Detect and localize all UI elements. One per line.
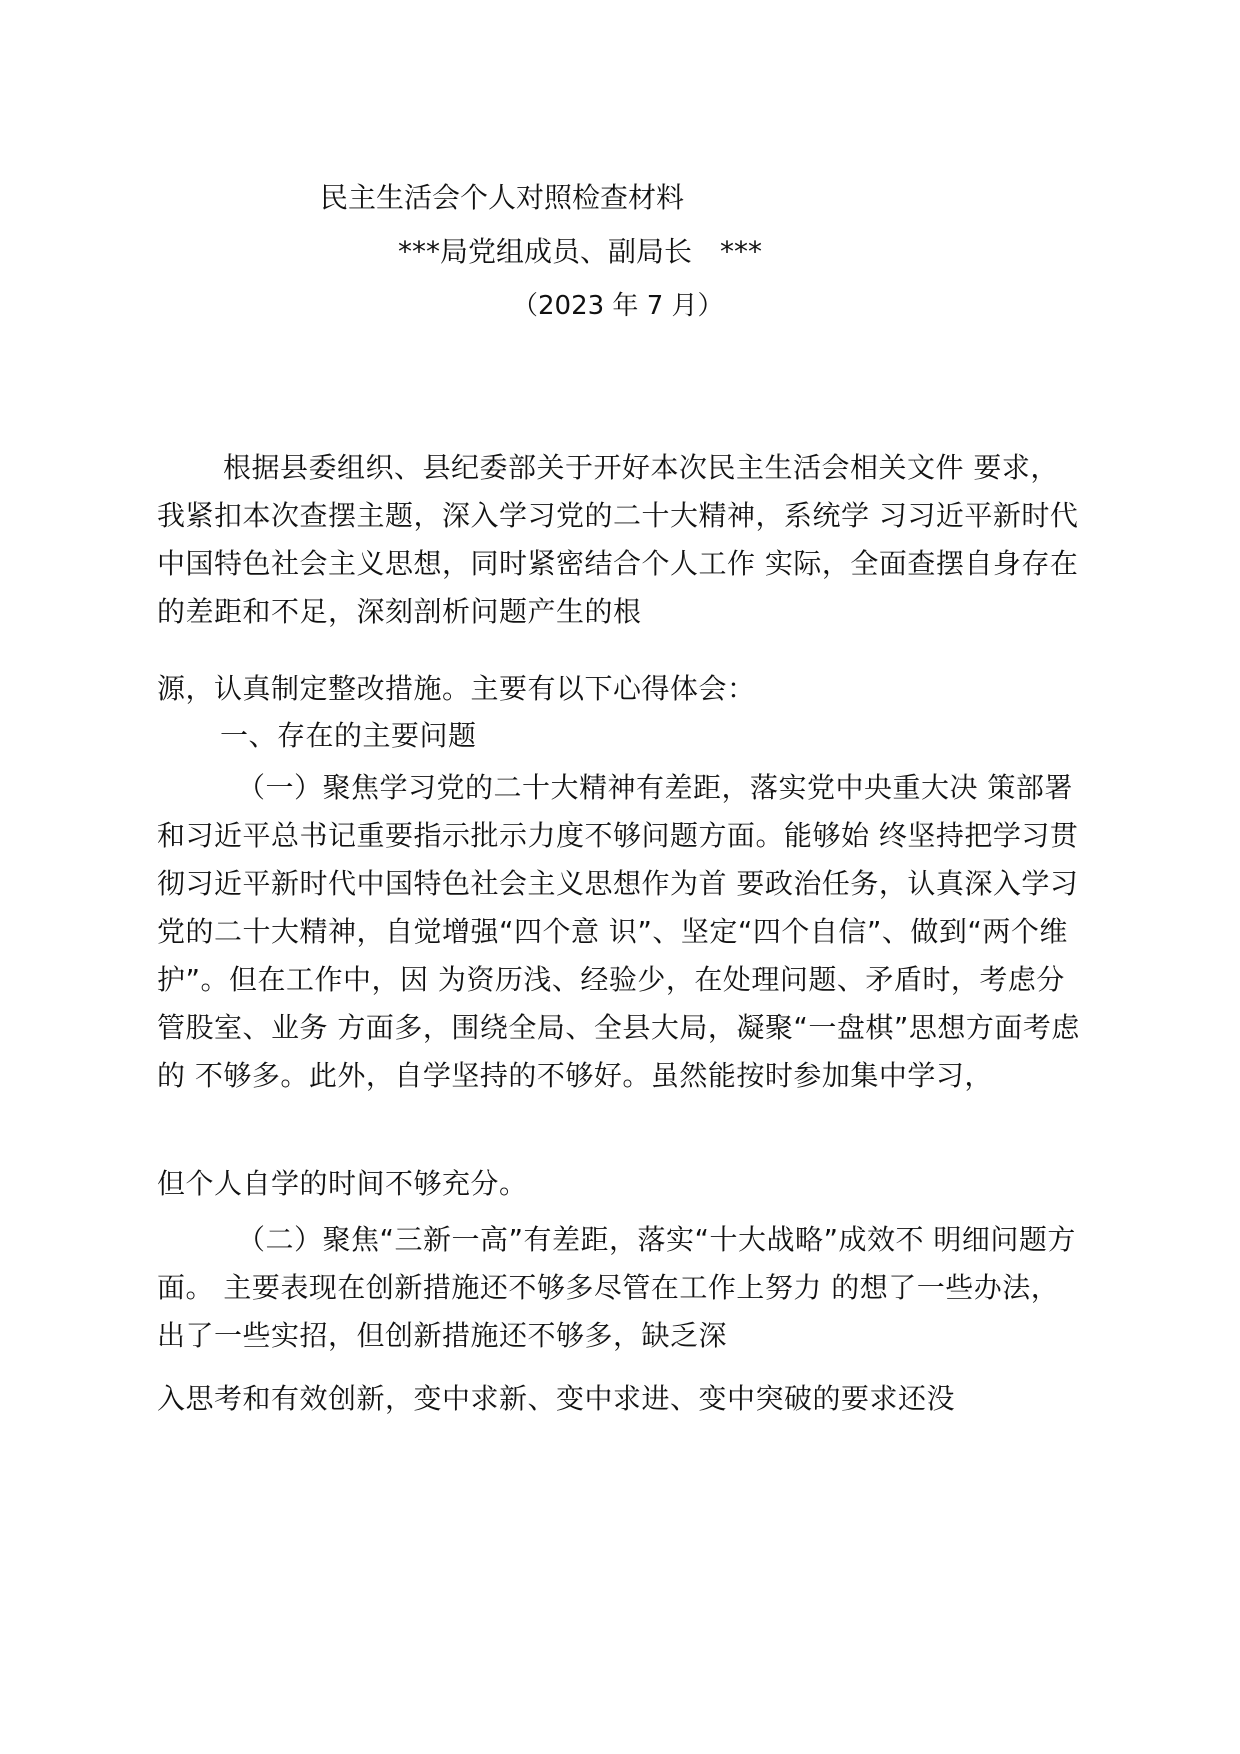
problem-item-2-continued: 入思考和有效创新，变中求新、变中求进、变中突破的要求还没	[157, 1382, 956, 1415]
problem-item-1: （一）聚焦学习党的二十大精神有差距，落实党中央重大决 策部署和习近平总书记重要指示批示力度不够问题方面。能够始 终坚持把学习贯彻习近平新时代中国特色社会主义思想作为首 要政治任务，认真深入学习党的二十大精神，自觉增强“四个意 识”、坚定“四个自信”、做到“两个维护”。但在工作中，因 为资历浅、经验少，在处理问题、矛盾时，考虑分管股室、业务 方面多，围绕全局、全县大局，凝聚“一盘棋”思想方面考虑的 不够多。此外，自学坚持的不够好。虽然能按时参加集中学习，	[157, 771, 1080, 1092]
document-date: （2023 年 7 月）	[512, 291, 724, 321]
intro-paragraph: 根据县委组织、县纪委部关于开好本次民主生活会相关文件 要求，我紧扣本次查摆主题，深入学习党的二十大精神，系统学 习习近平新时代中国特色社会主义思想，同时紧密结合个人工作 实际，全面查摆自身存在的差距和不足，深刻剖析问题产生的根	[157, 451, 1079, 628]
document-title: 民主生活会个人对照检查材料	[320, 181, 685, 214]
section-heading-main-problems: 一、存在的主要问题	[220, 719, 477, 752]
document-author-line: ***局党组成员、副局长 ***	[398, 235, 763, 268]
intro-paragraph-continued: 源，认真制定整改措施。主要有以下心得体会：	[157, 672, 756, 705]
problem-item-1-continued: 但个人自学的时间不够充分。	[157, 1167, 528, 1200]
problem-item-2: （二）聚焦“三新一高”有差距，落实“十大战略”成效不 明细问题方面。 主要表现在创新措施还不够多尽管在工作上努力 的想了一些办法，出了一些实招，但创新措施还不够多，缺乏深	[157, 1223, 1076, 1352]
